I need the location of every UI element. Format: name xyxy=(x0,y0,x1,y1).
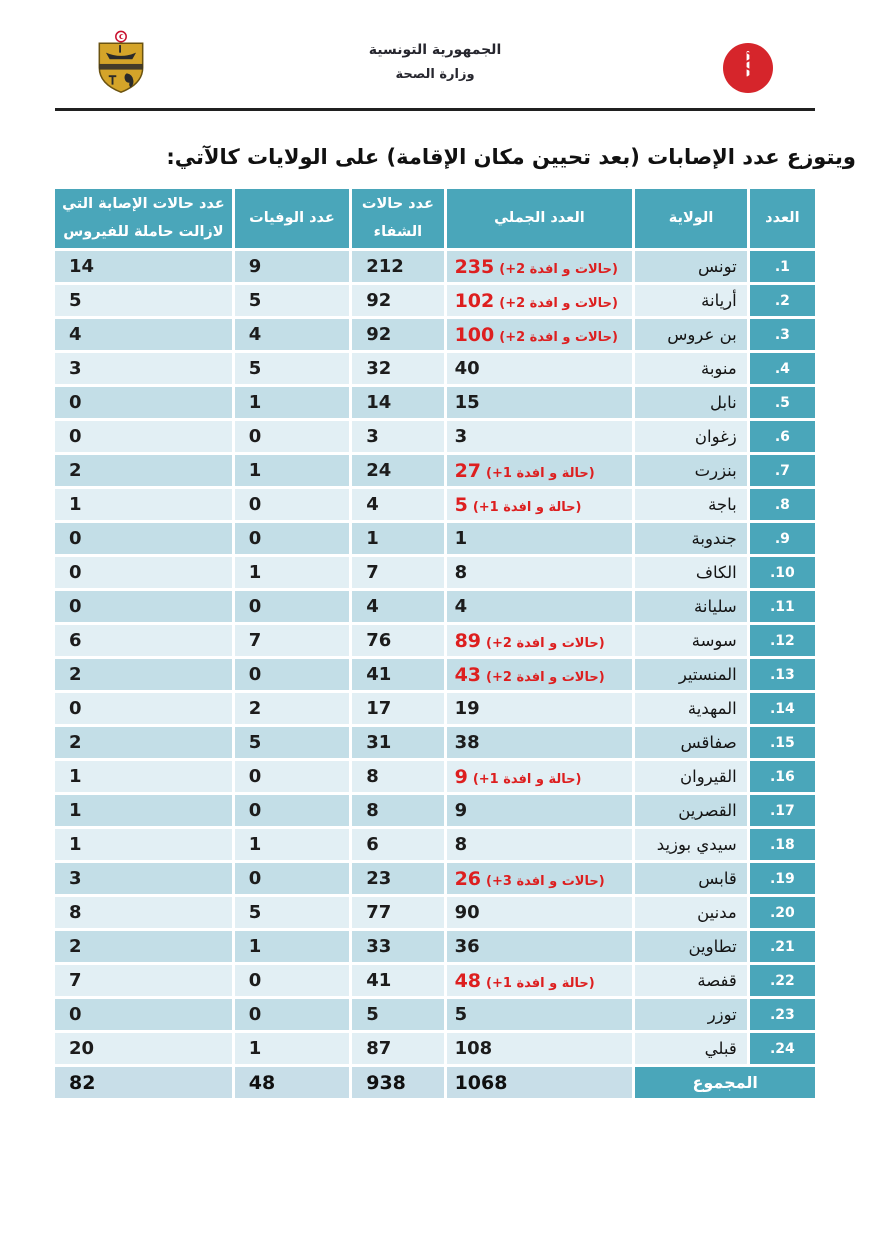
total-cases-value: 27 xyxy=(454,459,482,482)
table-row xyxy=(55,489,815,520)
table-header xyxy=(55,189,815,248)
row-index-cell: .18 xyxy=(750,829,815,860)
governorate-cell: أريانة xyxy=(635,285,746,316)
col-header-total: العدد الجملي xyxy=(447,189,633,248)
deaths-cell: 0 xyxy=(235,489,349,520)
deaths-cell: 7 xyxy=(235,625,349,656)
row-index-cell: .21 xyxy=(750,931,815,962)
total-cases-cell xyxy=(447,353,633,384)
total-cases-value: 26 xyxy=(454,867,482,890)
imported-cases-note: (+1 حالة و افدة) xyxy=(472,771,582,787)
imported-cases-note: (+3 حالات و افدة) xyxy=(486,873,605,889)
table-row xyxy=(55,285,815,316)
total-cases-value: 100 xyxy=(454,323,495,346)
total-cases-value: 1 xyxy=(454,528,468,549)
total-cases-cell xyxy=(447,1033,633,1064)
totals-label: المجموع xyxy=(635,1067,815,1098)
table-body xyxy=(55,251,815,1064)
table-row xyxy=(55,897,815,928)
page-title: ويتوزع عدد الإصابات (بعد تحيين مكان الإقامة) على الولايات كالآتي: xyxy=(166,145,856,169)
active-cell: 8 xyxy=(55,897,232,928)
recovered-cell: 8 xyxy=(352,795,443,826)
total-cases-cell xyxy=(447,523,633,554)
imported-cases-note: (+1 حالة و افدة) xyxy=(486,465,595,481)
deaths-cell: 0 xyxy=(235,795,349,826)
governorate-cell: الكاف xyxy=(635,557,746,588)
total-cases-cell xyxy=(447,761,633,792)
recovered-cell: 1 xyxy=(352,523,443,554)
total-cases-value: 3 xyxy=(454,426,468,447)
row-index-cell: .13 xyxy=(750,659,815,690)
active-cell: 0 xyxy=(55,693,232,724)
total-cases-cell xyxy=(447,285,633,316)
row-index-cell: .11 xyxy=(750,591,815,622)
total-cases-cell xyxy=(447,897,633,928)
table-row xyxy=(55,319,815,350)
totals-active: 82 xyxy=(55,1067,232,1098)
recovered-cell: 33 xyxy=(352,931,443,962)
col-header-index: العدد xyxy=(750,189,815,248)
row-index-cell: .7 xyxy=(750,455,815,486)
deaths-cell: 0 xyxy=(235,999,349,1030)
row-index-cell: .12 xyxy=(750,625,815,656)
recovered-cell: 4 xyxy=(352,591,443,622)
active-cell: 2 xyxy=(55,931,232,962)
row-index-cell: .16 xyxy=(750,761,815,792)
deaths-cell: 5 xyxy=(235,727,349,758)
deaths-cell: 0 xyxy=(235,863,349,894)
imported-cases-note: (+2 حالات و افدة) xyxy=(499,295,618,311)
total-cases-cell xyxy=(447,693,633,724)
table-row xyxy=(55,523,815,554)
total-cases-value: 9 xyxy=(454,800,468,821)
totals-row xyxy=(55,1067,815,1098)
active-cell: 2 xyxy=(55,727,232,758)
total-cases-value: 8 xyxy=(454,834,468,855)
row-index-cell: .24 xyxy=(750,1033,815,1064)
table-row xyxy=(55,251,815,282)
totals-recovered: 938 xyxy=(352,1067,443,1098)
table-row xyxy=(55,421,815,452)
active-cell: 0 xyxy=(55,387,232,418)
total-cases-cell xyxy=(447,387,633,418)
imported-cases-note: (+2 حالات و افدة) xyxy=(486,669,605,685)
total-cases-cell xyxy=(447,931,633,962)
recovered-cell: 41 xyxy=(352,659,443,690)
governorate-cell: قابس xyxy=(635,863,746,894)
row-index-cell: .2 xyxy=(750,285,815,316)
table-row xyxy=(55,387,815,418)
active-cell: 14 xyxy=(55,251,232,282)
deaths-cell: 1 xyxy=(235,829,349,860)
recovered-cell: 7 xyxy=(352,557,443,588)
deaths-cell: 1 xyxy=(235,387,349,418)
governorate-stats-table xyxy=(52,186,818,1101)
tunisia-coat-of-arms-icon xyxy=(92,30,150,96)
total-cases-cell xyxy=(447,421,633,452)
deaths-cell: 0 xyxy=(235,965,349,996)
governorate-cell: منوبة xyxy=(635,353,746,384)
active-cell: 2 xyxy=(55,455,232,486)
active-cell: 2 xyxy=(55,659,232,690)
row-index-cell: .19 xyxy=(750,863,815,894)
active-cell: 6 xyxy=(55,625,232,656)
total-cases-value: 90 xyxy=(454,902,480,923)
total-cases-cell xyxy=(447,591,633,622)
active-cell: 3 xyxy=(55,863,232,894)
governorate-cell: باجة xyxy=(635,489,746,520)
table-row xyxy=(55,353,815,384)
recovered-cell: 14 xyxy=(352,387,443,418)
active-cell: 1 xyxy=(55,761,232,792)
table-row xyxy=(55,591,815,622)
deaths-cell: 1 xyxy=(235,557,349,588)
active-cell: 0 xyxy=(55,421,232,452)
row-index-cell: .15 xyxy=(750,727,815,758)
active-cell: 1 xyxy=(55,795,232,826)
recovered-cell: 87 xyxy=(352,1033,443,1064)
total-cases-value: 108 xyxy=(454,1038,493,1059)
deaths-cell: 1 xyxy=(235,455,349,486)
table-row xyxy=(55,965,815,996)
deaths-cell: 5 xyxy=(235,285,349,316)
health-ministry-logo-icon xyxy=(722,42,774,94)
total-cases-value: 5 xyxy=(454,1004,468,1025)
total-cases-value: 38 xyxy=(454,732,480,753)
deaths-cell: 5 xyxy=(235,353,349,384)
table-row xyxy=(55,829,815,860)
active-cell: 4 xyxy=(55,319,232,350)
deaths-cell: 1 xyxy=(235,1033,349,1064)
imported-cases-note: (+2 حالات و افدة) xyxy=(499,261,618,277)
total-cases-cell xyxy=(447,319,633,350)
total-cases-value: 19 xyxy=(454,698,480,719)
totals-total: 1068 xyxy=(447,1067,633,1098)
imported-cases-note: (+1 حالة و افدة) xyxy=(486,975,595,991)
recovered-cell: 92 xyxy=(352,319,443,350)
total-cases-cell xyxy=(447,251,633,282)
total-cases-value: 36 xyxy=(454,936,480,957)
total-cases-cell xyxy=(447,489,633,520)
recovered-cell: 212 xyxy=(352,251,443,282)
governorate-cell: المهدية xyxy=(635,693,746,724)
deaths-cell: 0 xyxy=(235,761,349,792)
total-cases-cell xyxy=(447,863,633,894)
row-index-cell: .6 xyxy=(750,421,815,452)
total-cases-value: 43 xyxy=(454,663,482,686)
table-row xyxy=(55,693,815,724)
row-index-cell: .8 xyxy=(750,489,815,520)
letterhead xyxy=(0,28,870,104)
col-header-recovered: عدد حالات الشفاء xyxy=(352,189,443,248)
active-cell: 1 xyxy=(55,829,232,860)
total-cases-cell xyxy=(447,455,633,486)
table-row xyxy=(55,455,815,486)
deaths-cell: 5 xyxy=(235,897,349,928)
governorate-cell: قفصة xyxy=(635,965,746,996)
governorate-cell: سيدي بوزيد xyxy=(635,829,746,860)
recovered-cell: 3 xyxy=(352,421,443,452)
recovered-cell: 31 xyxy=(352,727,443,758)
row-index-cell: .5 xyxy=(750,387,815,418)
deaths-cell: 1 xyxy=(235,931,349,962)
governorate-cell: بن عروس xyxy=(635,319,746,350)
governorate-cell: القصرين xyxy=(635,795,746,826)
recovered-cell: 41 xyxy=(352,965,443,996)
row-index-cell: .9 xyxy=(750,523,815,554)
col-header-governorate: الولاية xyxy=(635,189,746,248)
recovered-cell: 4 xyxy=(352,489,443,520)
governorate-cell: قبلي xyxy=(635,1033,746,1064)
total-cases-value: 9 xyxy=(454,765,468,788)
active-cell: 5 xyxy=(55,285,232,316)
total-cases-cell xyxy=(447,557,633,588)
governorate-cell: زغوان xyxy=(635,421,746,452)
table-row xyxy=(55,659,815,690)
recovered-cell: 32 xyxy=(352,353,443,384)
republic-title: الجمهورية التونسية xyxy=(368,42,502,58)
row-index-cell: .10 xyxy=(750,557,815,588)
row-index-cell: .14 xyxy=(750,693,815,724)
governorate-cell: تطاوين xyxy=(635,931,746,962)
total-cases-value: 235 xyxy=(454,255,495,278)
ministry-title: وزارة الصحة xyxy=(395,67,475,82)
table-row xyxy=(55,727,815,758)
row-index-cell: .3 xyxy=(750,319,815,350)
table-row xyxy=(55,557,815,588)
active-cell: 3 xyxy=(55,353,232,384)
table-row xyxy=(55,761,815,792)
row-index-cell: .1 xyxy=(750,251,815,282)
governorate-cell: نابل xyxy=(635,387,746,418)
active-cell: 1 xyxy=(55,489,232,520)
deaths-cell: 4 xyxy=(235,319,349,350)
governorate-cell: صفاقس xyxy=(635,727,746,758)
table-row xyxy=(55,625,815,656)
recovered-cell: 92 xyxy=(352,285,443,316)
governorate-cell: سليانة xyxy=(635,591,746,622)
deaths-cell: 0 xyxy=(235,591,349,622)
governorate-cell: مدنين xyxy=(635,897,746,928)
governorate-cell: سوسة xyxy=(635,625,746,656)
divider-line xyxy=(55,108,815,111)
col-header-deaths: عدد الوفيات xyxy=(235,189,349,248)
total-cases-cell xyxy=(447,965,633,996)
deaths-cell: 0 xyxy=(235,523,349,554)
total-cases-cell xyxy=(447,795,633,826)
governorate-cell: بنزرت xyxy=(635,455,746,486)
total-cases-cell xyxy=(447,829,633,860)
totals-deaths: 48 xyxy=(235,1067,349,1098)
total-cases-value: 102 xyxy=(454,289,495,312)
table-row xyxy=(55,999,815,1030)
imported-cases-note: (+2 حالات و افدة) xyxy=(486,635,605,651)
recovered-cell: 24 xyxy=(352,455,443,486)
governorate-cell: تونس xyxy=(635,251,746,282)
total-cases-value: 8 xyxy=(454,562,468,583)
active-cell: 7 xyxy=(55,965,232,996)
active-cell: 20 xyxy=(55,1033,232,1064)
recovered-cell: 77 xyxy=(352,897,443,928)
total-cases-value: 40 xyxy=(454,358,480,379)
imported-cases-note: (+1 حالة و افدة) xyxy=(472,499,582,515)
recovered-cell: 5 xyxy=(352,999,443,1030)
total-cases-value: 48 xyxy=(454,969,482,992)
row-index-cell: .22 xyxy=(750,965,815,996)
active-cell: 0 xyxy=(55,999,232,1030)
active-cell: 0 xyxy=(55,591,232,622)
document-page xyxy=(0,28,870,1258)
recovered-cell: 17 xyxy=(352,693,443,724)
table-footer xyxy=(55,1067,815,1098)
governorate-cell: توزر xyxy=(635,999,746,1030)
total-cases-cell xyxy=(447,625,633,656)
governorate-cell: جندوبة xyxy=(635,523,746,554)
total-cases-value: 89 xyxy=(454,629,482,652)
deaths-cell: 9 xyxy=(235,251,349,282)
total-cases-cell xyxy=(447,659,633,690)
deaths-cell: 0 xyxy=(235,659,349,690)
table-row xyxy=(55,1033,815,1064)
active-cell: 0 xyxy=(55,557,232,588)
imported-cases-note: (+2 حالات و افدة) xyxy=(499,329,618,345)
table-row xyxy=(55,863,815,894)
recovered-cell: 8 xyxy=(352,761,443,792)
row-index-cell: .23 xyxy=(750,999,815,1030)
row-index-cell: .20 xyxy=(750,897,815,928)
deaths-cell: 2 xyxy=(235,693,349,724)
recovered-cell: 6 xyxy=(352,829,443,860)
total-cases-value: 4 xyxy=(454,596,468,617)
letterhead-text xyxy=(369,42,502,82)
col-header-active: عدد حالات الإصابة التي لازالت حاملة للفيروس xyxy=(55,189,232,248)
table-row xyxy=(55,931,815,962)
governorate-cell: المنستير xyxy=(635,659,746,690)
table-row xyxy=(55,795,815,826)
recovered-cell: 76 xyxy=(352,625,443,656)
recovered-cell: 23 xyxy=(352,863,443,894)
governorate-cell: القيروان xyxy=(635,761,746,792)
deaths-cell: 0 xyxy=(235,421,349,452)
row-index-cell: .17 xyxy=(750,795,815,826)
row-index-cell: .4 xyxy=(750,353,815,384)
active-cell: 0 xyxy=(55,523,232,554)
total-cases-cell xyxy=(447,727,633,758)
total-cases-value: 5 xyxy=(454,493,468,516)
total-cases-value: 15 xyxy=(454,392,480,413)
total-cases-cell xyxy=(447,999,633,1030)
